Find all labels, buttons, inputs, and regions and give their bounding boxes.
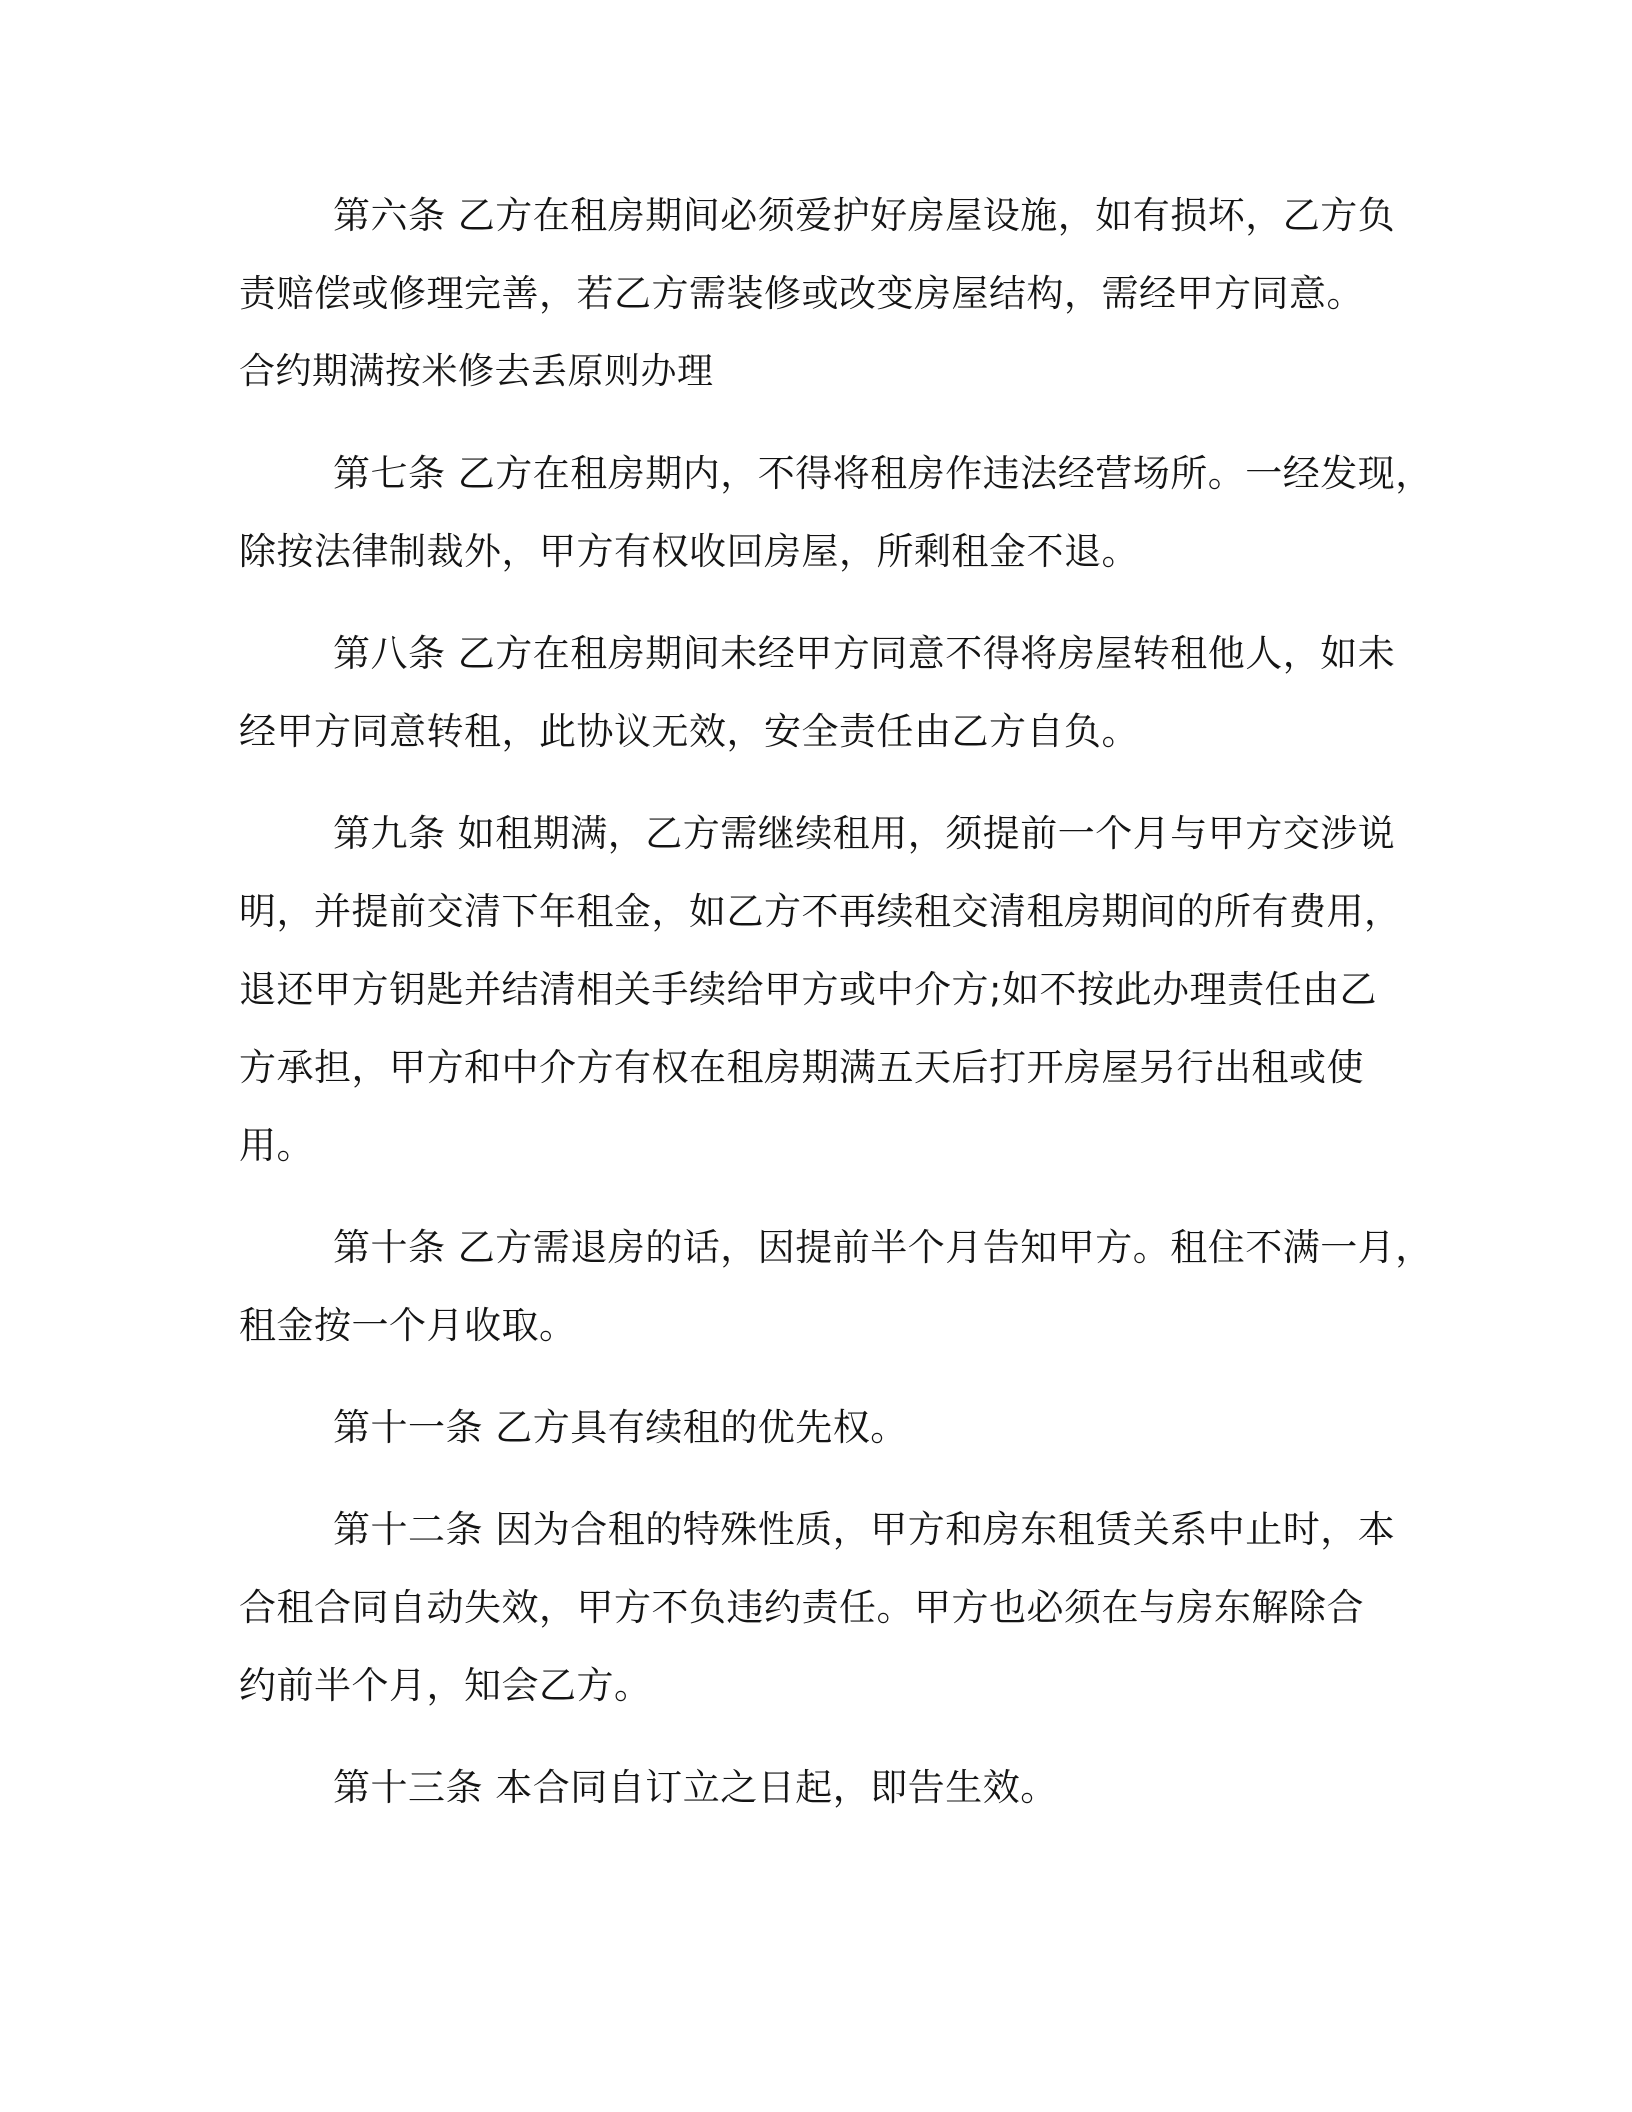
article-9-line-3: 退还甲方钥匙并结清相关手续给甲方或中介方;如不按此办理责任由乙 xyxy=(239,968,1377,1011)
article-10-line-2: 租金按一个月收取。 xyxy=(239,1304,577,1347)
article-6-line-3: 合约期满按米修去丢原则办理 xyxy=(239,351,714,392)
article-12-line-2: 合租合同自动失效，甲方不负违约责任。甲方也必须在与房东解除合 xyxy=(239,1586,1364,1629)
article-6-line-1: 第六条 乙方在租房期间必须爱护好房屋设施，如有损坏，乙方负 xyxy=(333,194,1396,237)
article-7-line-2: 除按法律制裁外，甲方有权收回房屋，所剩租金不退。 xyxy=(239,530,1139,573)
article-12-line-3: 约前半个月，知会乙方。 xyxy=(239,1664,652,1707)
article-9-line-4: 方承担，甲方和中介方有权在租房期满五天后打开房屋另行出租或使 xyxy=(239,1046,1364,1089)
article-9-line-5: 用。 xyxy=(239,1124,314,1167)
article-9-line-1: 第九条 如租期满，乙方需继续租用，须提前一个月与甲方交涉说 xyxy=(333,812,1396,855)
article-7-line-1: 第七条 乙方在租房期内，不得将租房作违法经营场所。一经发现， xyxy=(333,452,1433,495)
article-9-line-2: 明，并提前交清下年租金，如乙方不再续租交清租房期间的所有费用， xyxy=(239,890,1402,933)
article-6-line-2: 责赔偿或修理完善，若乙方需装修或改变房屋结构，需经甲方同意。 xyxy=(239,272,1364,315)
article-13-line-1: 第十三条 本合同自订立之日起，即告生效。 xyxy=(333,1766,1058,1809)
article-12-line-1: 第十二条 因为合租的特殊性质，甲方和房东租赁关系中止时，本 xyxy=(333,1508,1396,1551)
article-10-line-1: 第十条 乙方需退房的话，因提前半个月告知甲方。租住不满一月， xyxy=(333,1226,1433,1269)
article-8-line-2: 经甲方同意转租，此协议无效，安全责任由乙方自负。 xyxy=(239,710,1139,753)
article-8-line-1: 第八条 乙方在租房期间未经甲方同意不得将房屋转租他人，如未 xyxy=(333,632,1396,675)
article-11-line-1: 第十一条 乙方具有续租的优先权。 xyxy=(333,1406,908,1449)
